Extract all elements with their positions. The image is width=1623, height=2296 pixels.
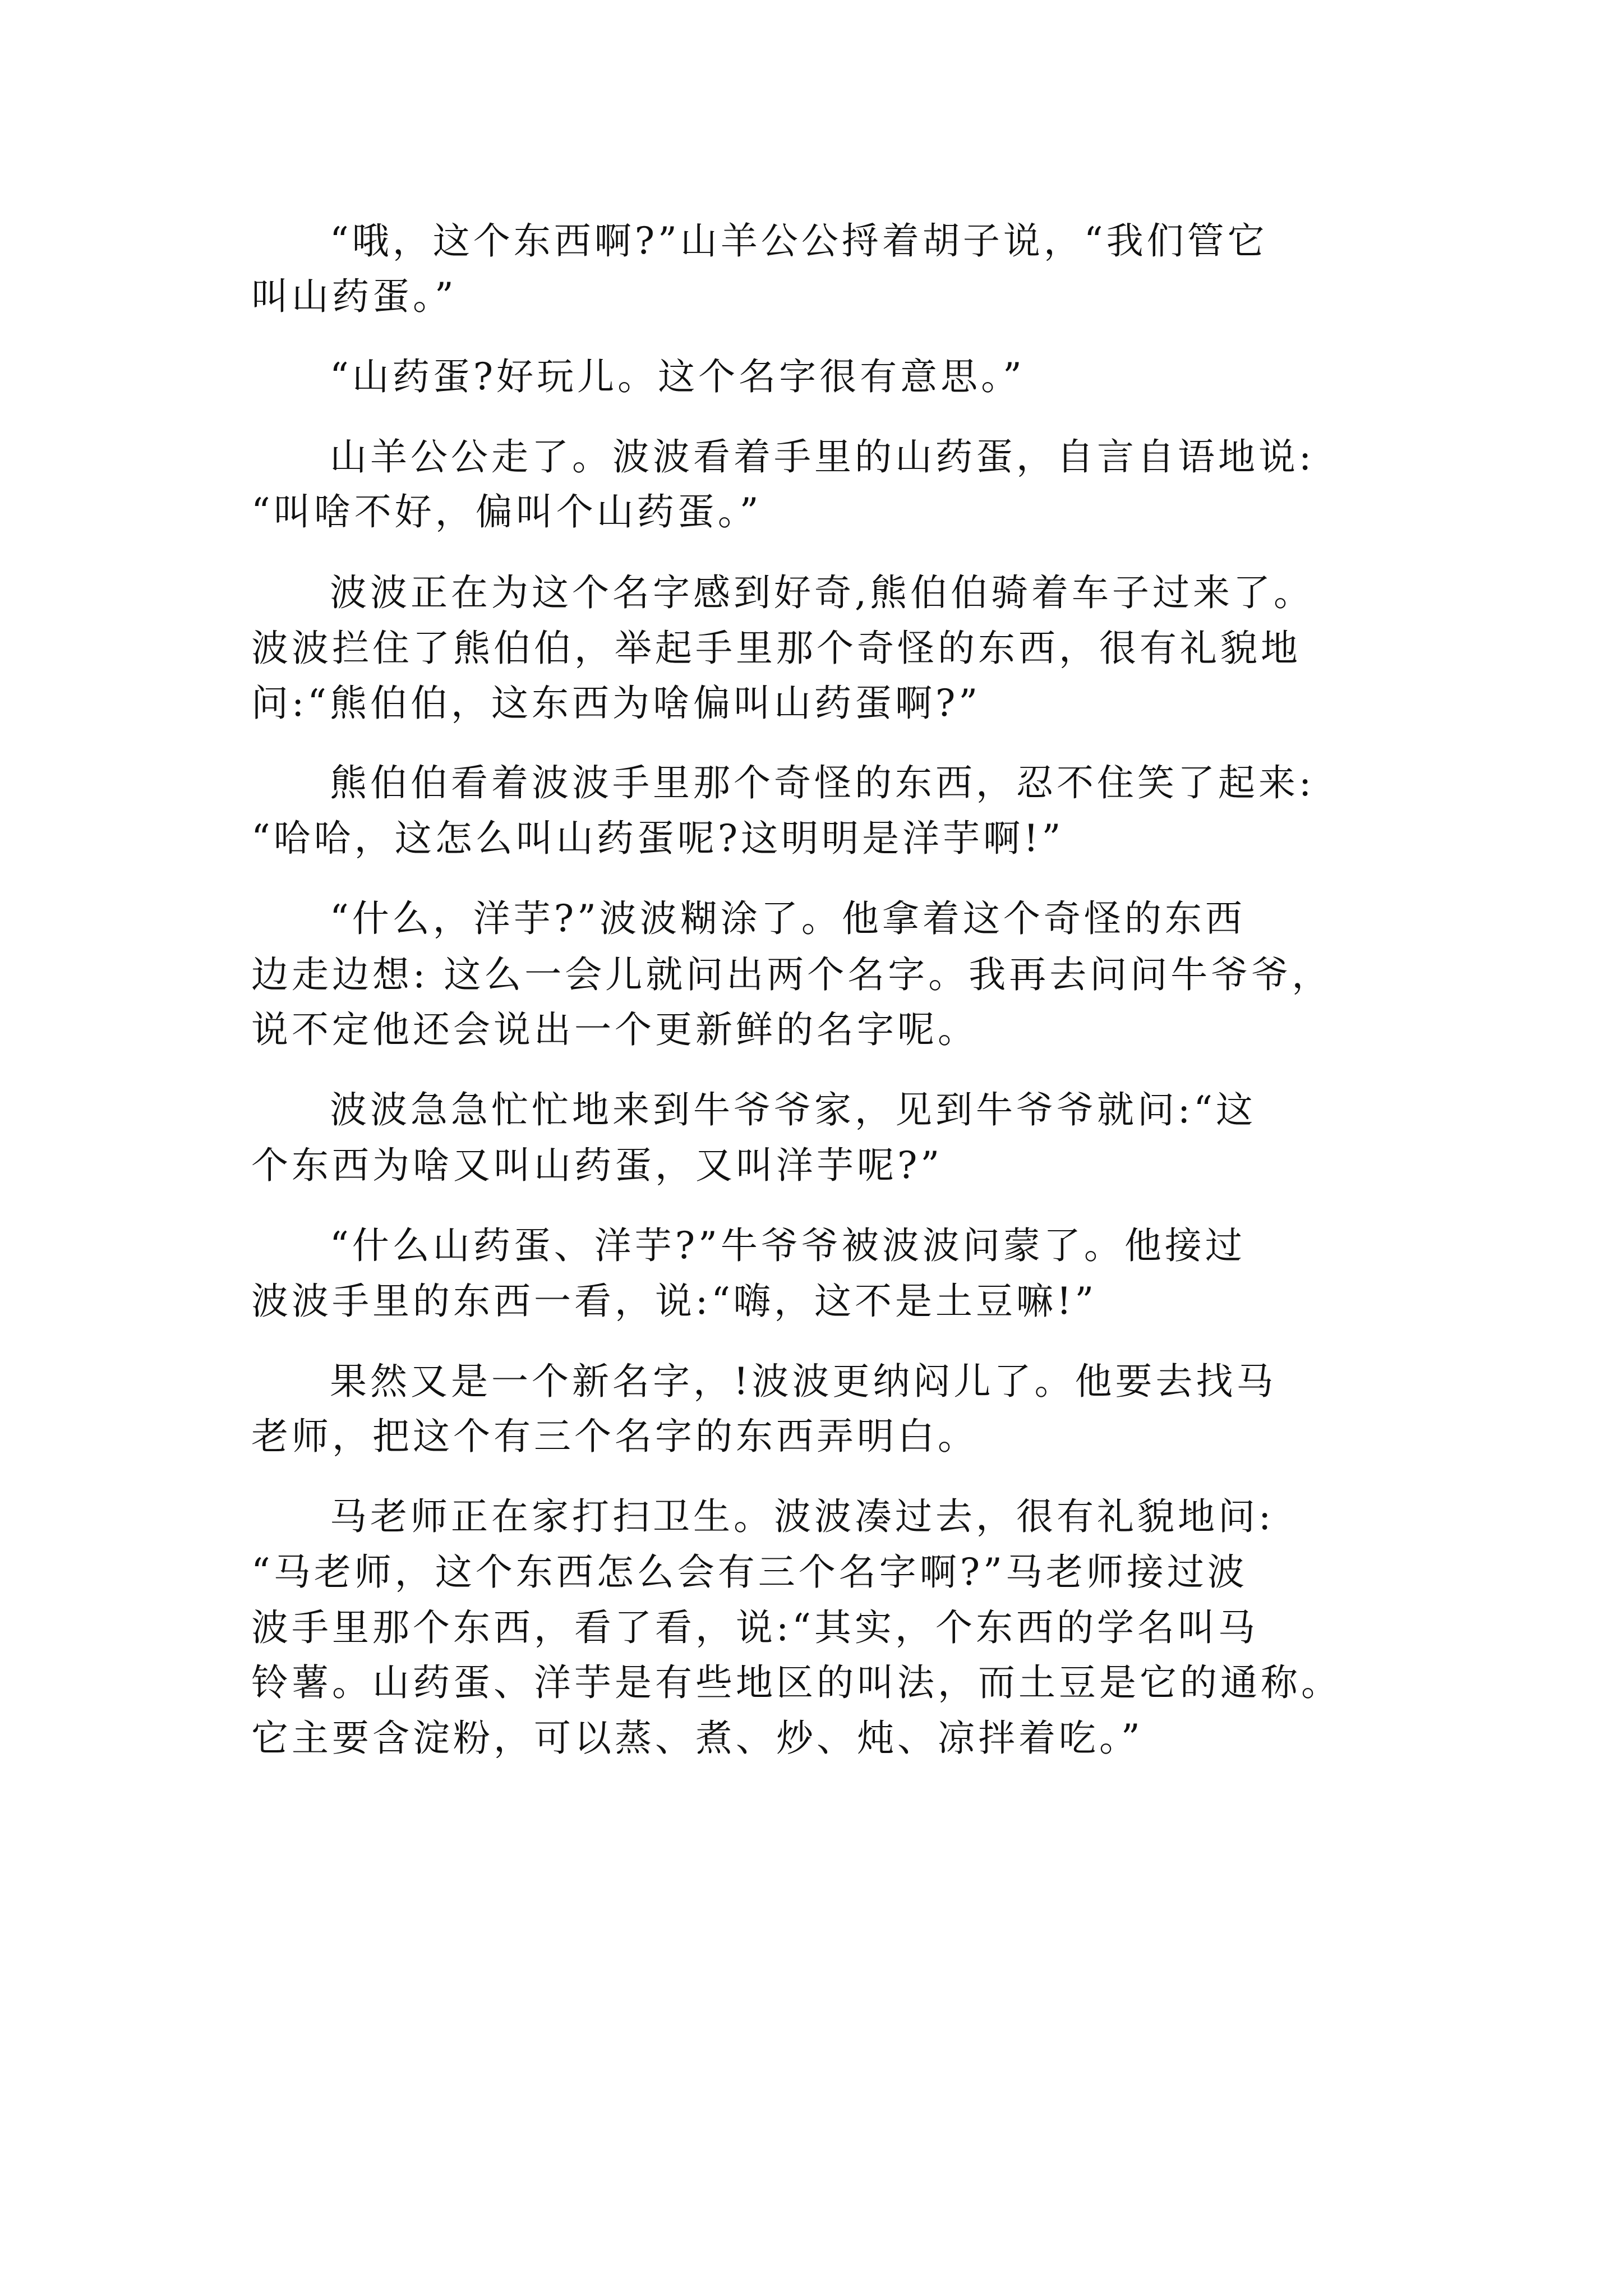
text-line: 它主要含淀粉，可以蒸、煮、炒、炖、凉拌着吃。”: [251, 1717, 1144, 1760]
text-line: 熊伯伯看着波波手里那个奇怪的东西，忍不住笑了起来:: [330, 761, 1315, 804]
text-line: 波手里那个东西，看了看，说:“其实，个东西的学名叫马: [251, 1606, 1258, 1649]
text-line: “什么山药蛋、洋芋?”牛爷爷被波波问蒙了。他接过: [330, 1224, 1246, 1267]
text-line: 波波拦住了熊伯伯，举起手里那个奇怪的东西，很有礼貌地: [251, 627, 1301, 670]
text-line: 问:“熊伯伯，这东西为啥偏叫山药蛋啊?”: [251, 682, 981, 725]
text-line: 波波正在为这个名字感到好奇,熊伯伯骑着车子过来了。: [330, 571, 1314, 614]
text-line: 果然又是一个新名字，!波波更纳闷儿了。他要去找马: [330, 1360, 1277, 1403]
text-line: 边走边想: 这么一会儿就问出两个名字。我再去问问牛爷爷，: [251, 953, 1332, 996]
text-line: 马老师正在家打扫卫生。波波凑过去，很有礼貌地问:: [330, 1495, 1275, 1538]
text-line: “哈哈，这怎么叫山药蛋呢?这明明是洋芋啊!”: [251, 817, 1064, 860]
text-line: 波波急急忙忙地来到牛爷爷家，见到牛爷爷就问:“这: [330, 1088, 1256, 1131]
text-line: “山药蛋?好玩儿。这个名字很有意思。”: [330, 355, 1025, 398]
text-line: 叫山药蛋。”: [251, 275, 457, 318]
text-line: 山羊公公走了。波波看着手里的山药蛋，自言自语地说:: [330, 435, 1315, 478]
text-line: 说不定他还会说出一个更新鲜的名字呢。: [251, 1008, 978, 1051]
text-line: 个东西为啥又叫山药蛋，又叫洋芋呢?”: [251, 1144, 943, 1187]
text-line: “马老师，这个东西怎么会有三个名字啊?”马老师接过波: [251, 1550, 1248, 1594]
text-line: 铃薯。山药蛋、洋芋是有些地区的叫法，而土豆是它的通称。: [251, 1661, 1341, 1704]
text-line: 老师，把这个有三个名字的东西弄明白。: [251, 1415, 978, 1458]
text-line: “什么，洋芋?”波波糊涂了。他拿着这个奇怪的东西: [330, 897, 1246, 940]
text-line: 波波手里的东西一看，说:“嗨，这不是土豆嘛!”: [251, 1280, 1098, 1323]
text-line: “哦，这个东西啊?”山羊公公捋着胡子说，“我们管它: [330, 219, 1268, 263]
text-line: “叫啥不好，偏叫个山药蛋。”: [251, 490, 762, 533]
